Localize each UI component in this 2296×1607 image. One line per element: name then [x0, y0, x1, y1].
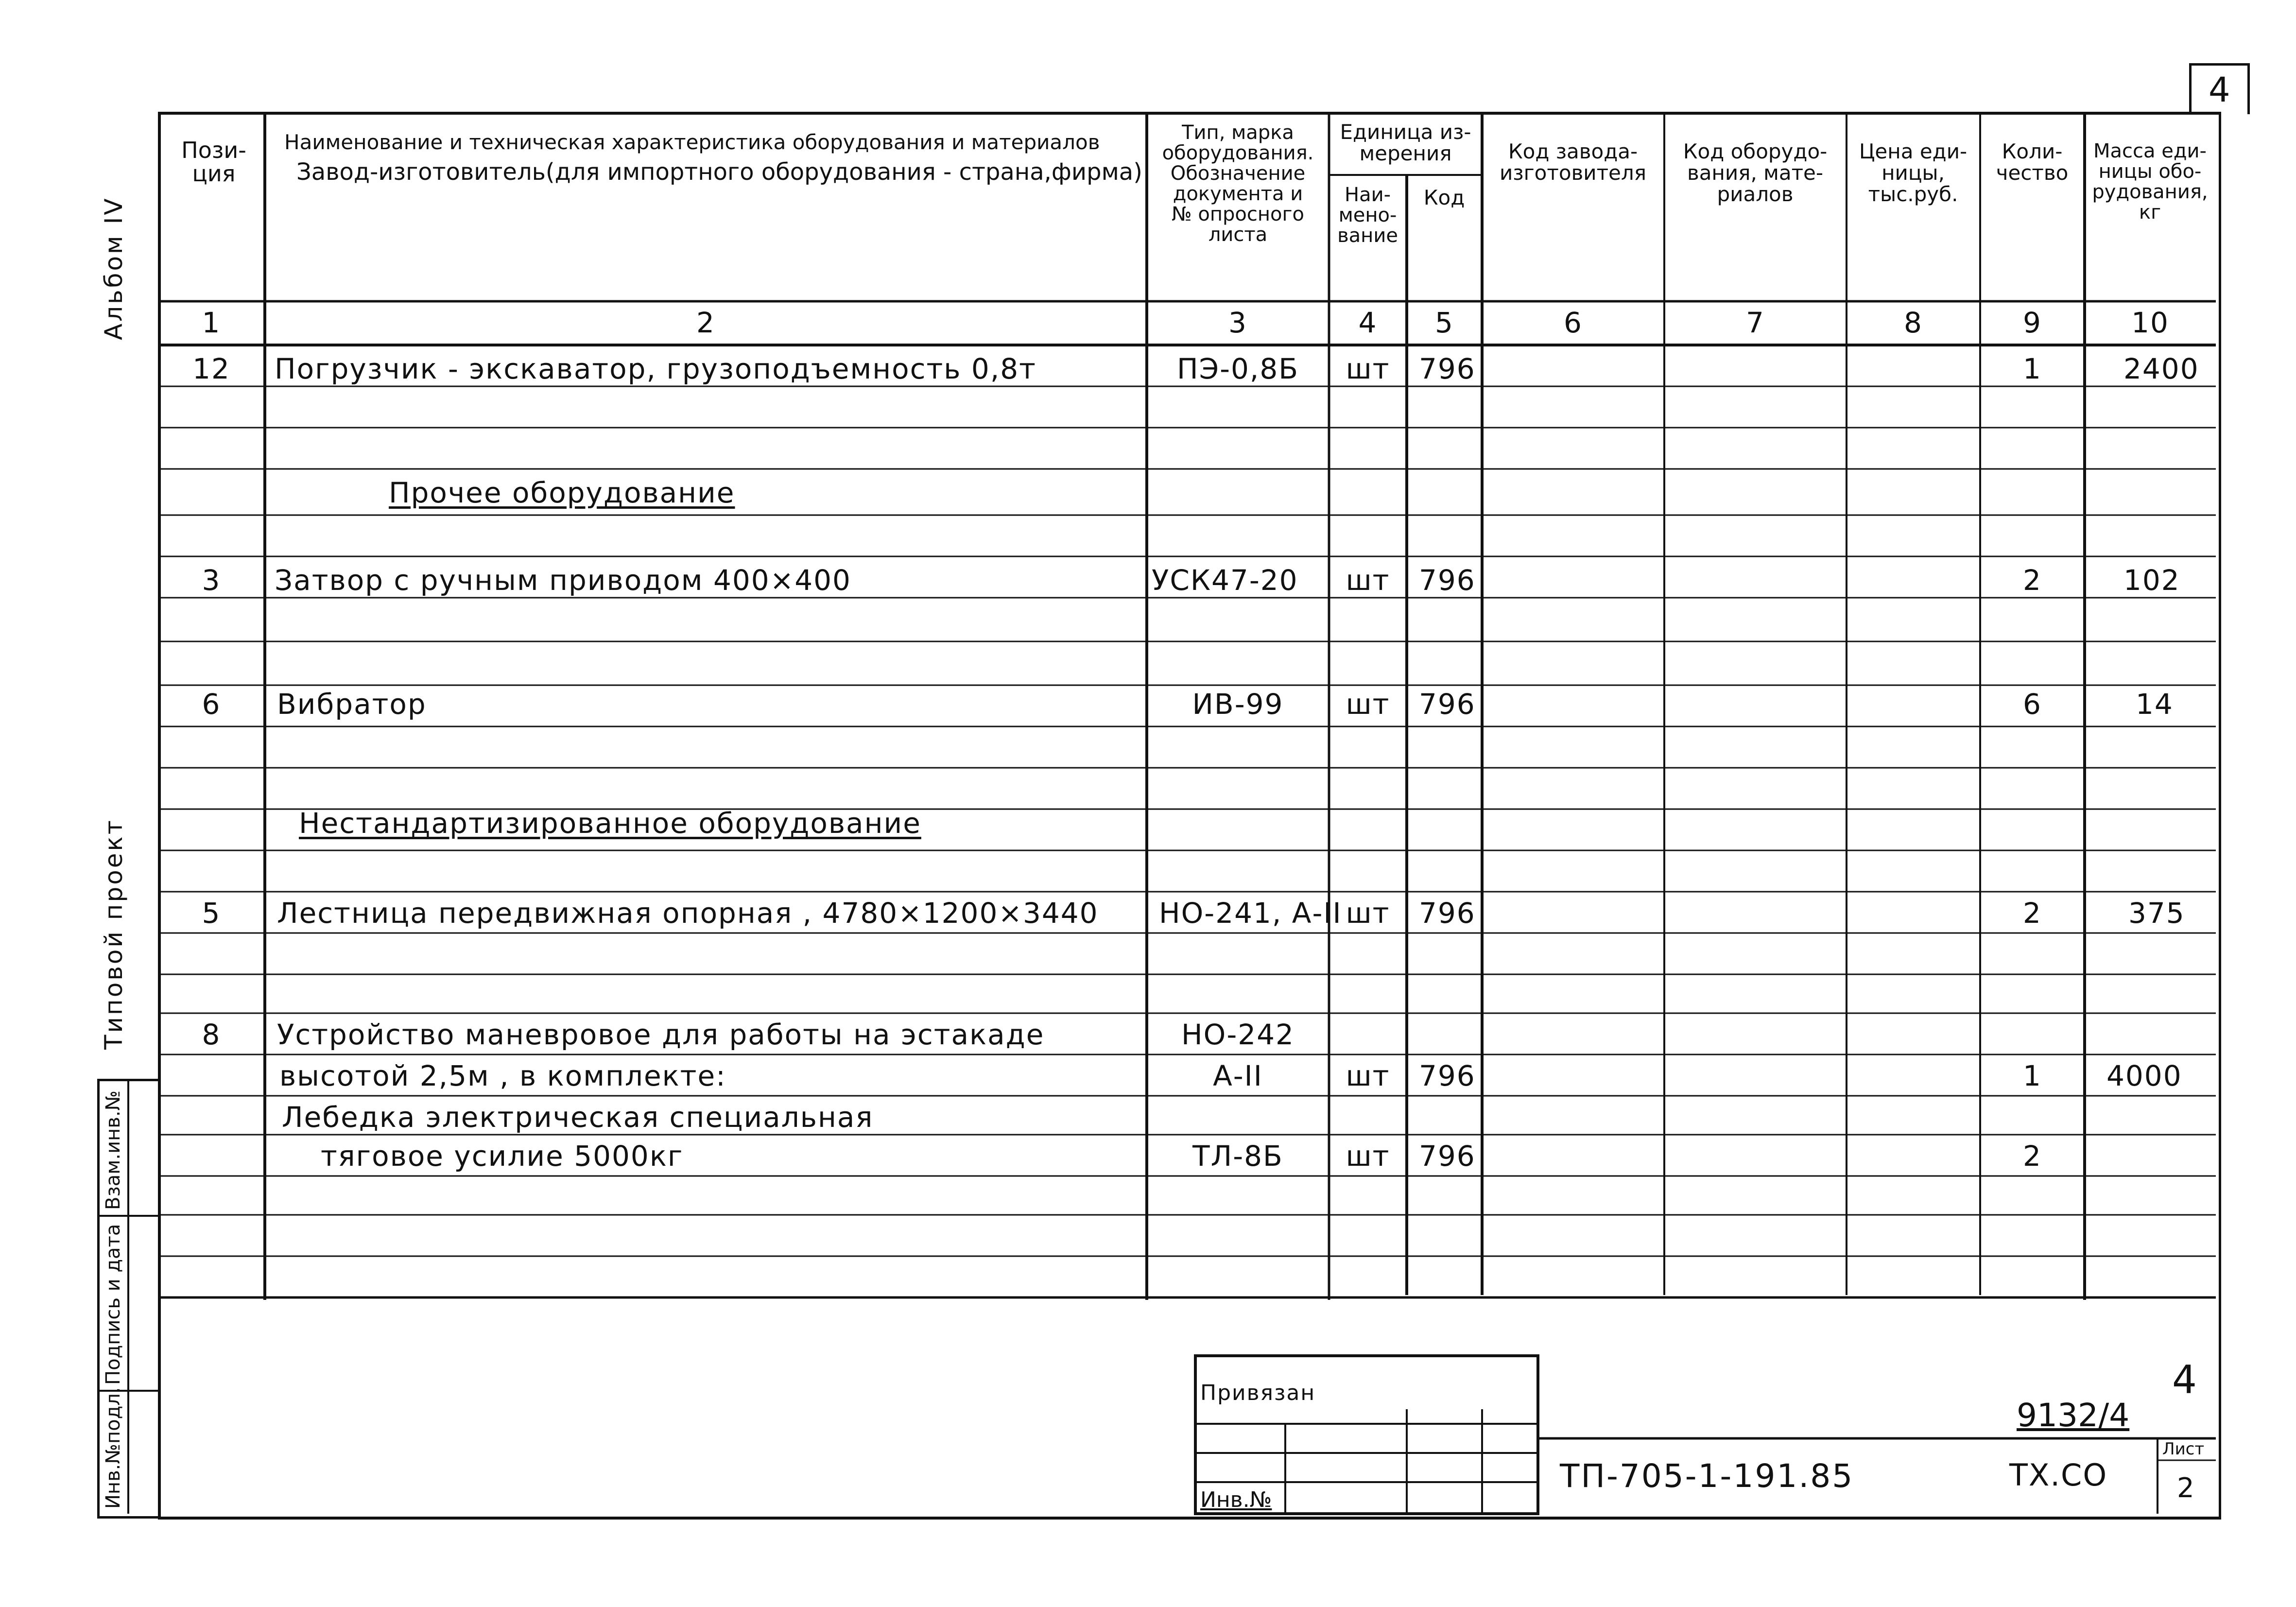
header-unit-group: Единица из- мерения — [1340, 120, 1471, 166]
table-row-code: 796 — [1419, 897, 1476, 930]
document-code: ТП-705-1-191.85 — [1560, 1457, 1854, 1495]
header-unit-code: Код — [1423, 186, 1465, 209]
table-row-qty: 2 — [2023, 1140, 2042, 1173]
table-row-type: ТЛ-8Б — [1192, 1140, 1283, 1173]
stamp-signature-date: Подпись и дата — [102, 1224, 124, 1385]
table-row-unit: шт — [1346, 564, 1390, 597]
table-row-unit: шт — [1346, 1059, 1390, 1092]
table-row-pos: 8 — [202, 1018, 221, 1051]
album-label: Альбом IV — [100, 196, 128, 340]
colnum-5: 5 — [1435, 306, 1454, 339]
colnum-1: 1 — [202, 306, 221, 339]
section-title-other: Прочее оборудование — [389, 476, 735, 509]
colnum-3: 3 — [1228, 306, 1247, 339]
colnum-10: 10 — [2131, 306, 2169, 339]
table-row-type: НО-241, А-II — [1159, 897, 1342, 930]
table-row-code: 796 — [1419, 1059, 1476, 1092]
title-block-inv: Инв.№ — [1200, 1487, 1272, 1512]
header-name-line1: Наименование и техническая характеристика оборудования и материалов — [284, 130, 1100, 154]
table-row-mass: 375 — [2128, 897, 2185, 930]
table-row-type: А-II — [1213, 1059, 1263, 1092]
table-row-code: 796 — [1419, 1140, 1476, 1173]
header-factory-code: Код завода- изготовителя — [1499, 139, 1647, 185]
table-row-unit: шт — [1346, 1140, 1390, 1173]
table-row-code: 796 — [1419, 352, 1476, 385]
table-row-pos: 3 — [202, 564, 221, 597]
table-row-qty: 2 — [2023, 897, 2042, 930]
page-mark-top: 4 — [2209, 70, 2230, 110]
header-unit-name: Наи- мено- вание — [1337, 184, 1398, 247]
serial-number: 9132/4 — [2017, 1397, 2130, 1434]
stamp-replace-inv: Взам.инв.№ — [102, 1090, 124, 1210]
table-row-qty: 1 — [2023, 1059, 2042, 1092]
colnum-7: 7 — [1746, 306, 1765, 339]
table-row-mass: 4000 — [2106, 1059, 2182, 1092]
table-row-type: УСК47-20 — [1152, 564, 1298, 597]
page-mark-bottom: 4 — [2172, 1357, 2197, 1402]
table-row-name: Погрузчик - экскаватор, грузоподъемность 0,8т — [275, 352, 1036, 385]
table-row-mass: 2400 — [2123, 352, 2199, 385]
table-row-name: Вибратор — [277, 688, 427, 721]
stamp-original-inv: Инв.№подл. — [102, 1387, 124, 1509]
table-row-qty: 6 — [2023, 688, 2042, 721]
sheet-number: 2 — [2177, 1472, 2194, 1504]
table-row-pos: 6 — [202, 688, 221, 721]
table-row-mass: 102 — [2123, 564, 2180, 597]
table-row-unit: шт — [1346, 352, 1390, 385]
table-row-pos: 5 — [202, 897, 221, 930]
table-row-type: НО-242 — [1181, 1018, 1295, 1051]
colnum-6: 6 — [1564, 306, 1583, 339]
header-name-line2: Завод-изготовитель(для импортного оборудования - страна,фирма) — [296, 158, 1142, 186]
table-row-type: ПЭ-0,8Б — [1176, 352, 1299, 385]
table-row-qty: 1 — [2023, 352, 2042, 385]
header-unit-price: Цена еди- ницы, тыс.руб. — [1859, 139, 1968, 207]
table-row-name: Лебедка электрическая специальная — [282, 1101, 874, 1134]
header-unit-mass: Масса еди- ницы обо- рудования, кг — [2092, 140, 2208, 224]
table-row-name: Затвор с ручным приводом 400×400 — [275, 564, 851, 597]
colnum-4: 4 — [1358, 306, 1378, 339]
table-row-qty: 2 — [2023, 564, 2042, 597]
section-title-nonstandard: Нестандартизированное оборудование — [299, 807, 921, 840]
title-block-privyazan: Привязан — [1200, 1381, 1316, 1405]
header-type-mark: Тип, марка оборудования. Обозначение документа и № опросного листа — [1162, 121, 1314, 246]
table-row-code: 796 — [1419, 688, 1476, 721]
table-row-mass: 14 — [2136, 688, 2174, 721]
table-row-unit: шт — [1346, 688, 1390, 721]
table-row-pos: 12 — [192, 352, 230, 385]
table-row-code: 796 — [1419, 564, 1476, 597]
header-quantity: Коли- чество — [1996, 139, 2069, 185]
colnum-8: 8 — [1904, 306, 1923, 339]
sheet-label: Лист — [2162, 1439, 2205, 1459]
table-row-unit: шт — [1346, 897, 1390, 930]
project-label: Типовой проект — [100, 818, 128, 1050]
header-position: Пози- ция — [181, 137, 246, 187]
table-row-name: высотой 2,5м , в комплекте: — [279, 1059, 726, 1092]
colnum-2: 2 — [696, 306, 715, 339]
table-row-name: тяговое усилие 5000кг — [321, 1140, 684, 1173]
document-section-code: ТХ.СО — [2009, 1457, 2108, 1493]
table-row-type: ИВ-99 — [1192, 688, 1284, 721]
colnum-9: 9 — [2023, 306, 2042, 339]
table-row-name: Лестница передвижная опорная , 4780×1200×3440 — [277, 897, 1099, 930]
table-row-name: Устройство маневровое для работы на эстакаде — [277, 1018, 1045, 1051]
header-equipment-code: Код оборудо- вания, мате- риалов — [1683, 139, 1828, 207]
